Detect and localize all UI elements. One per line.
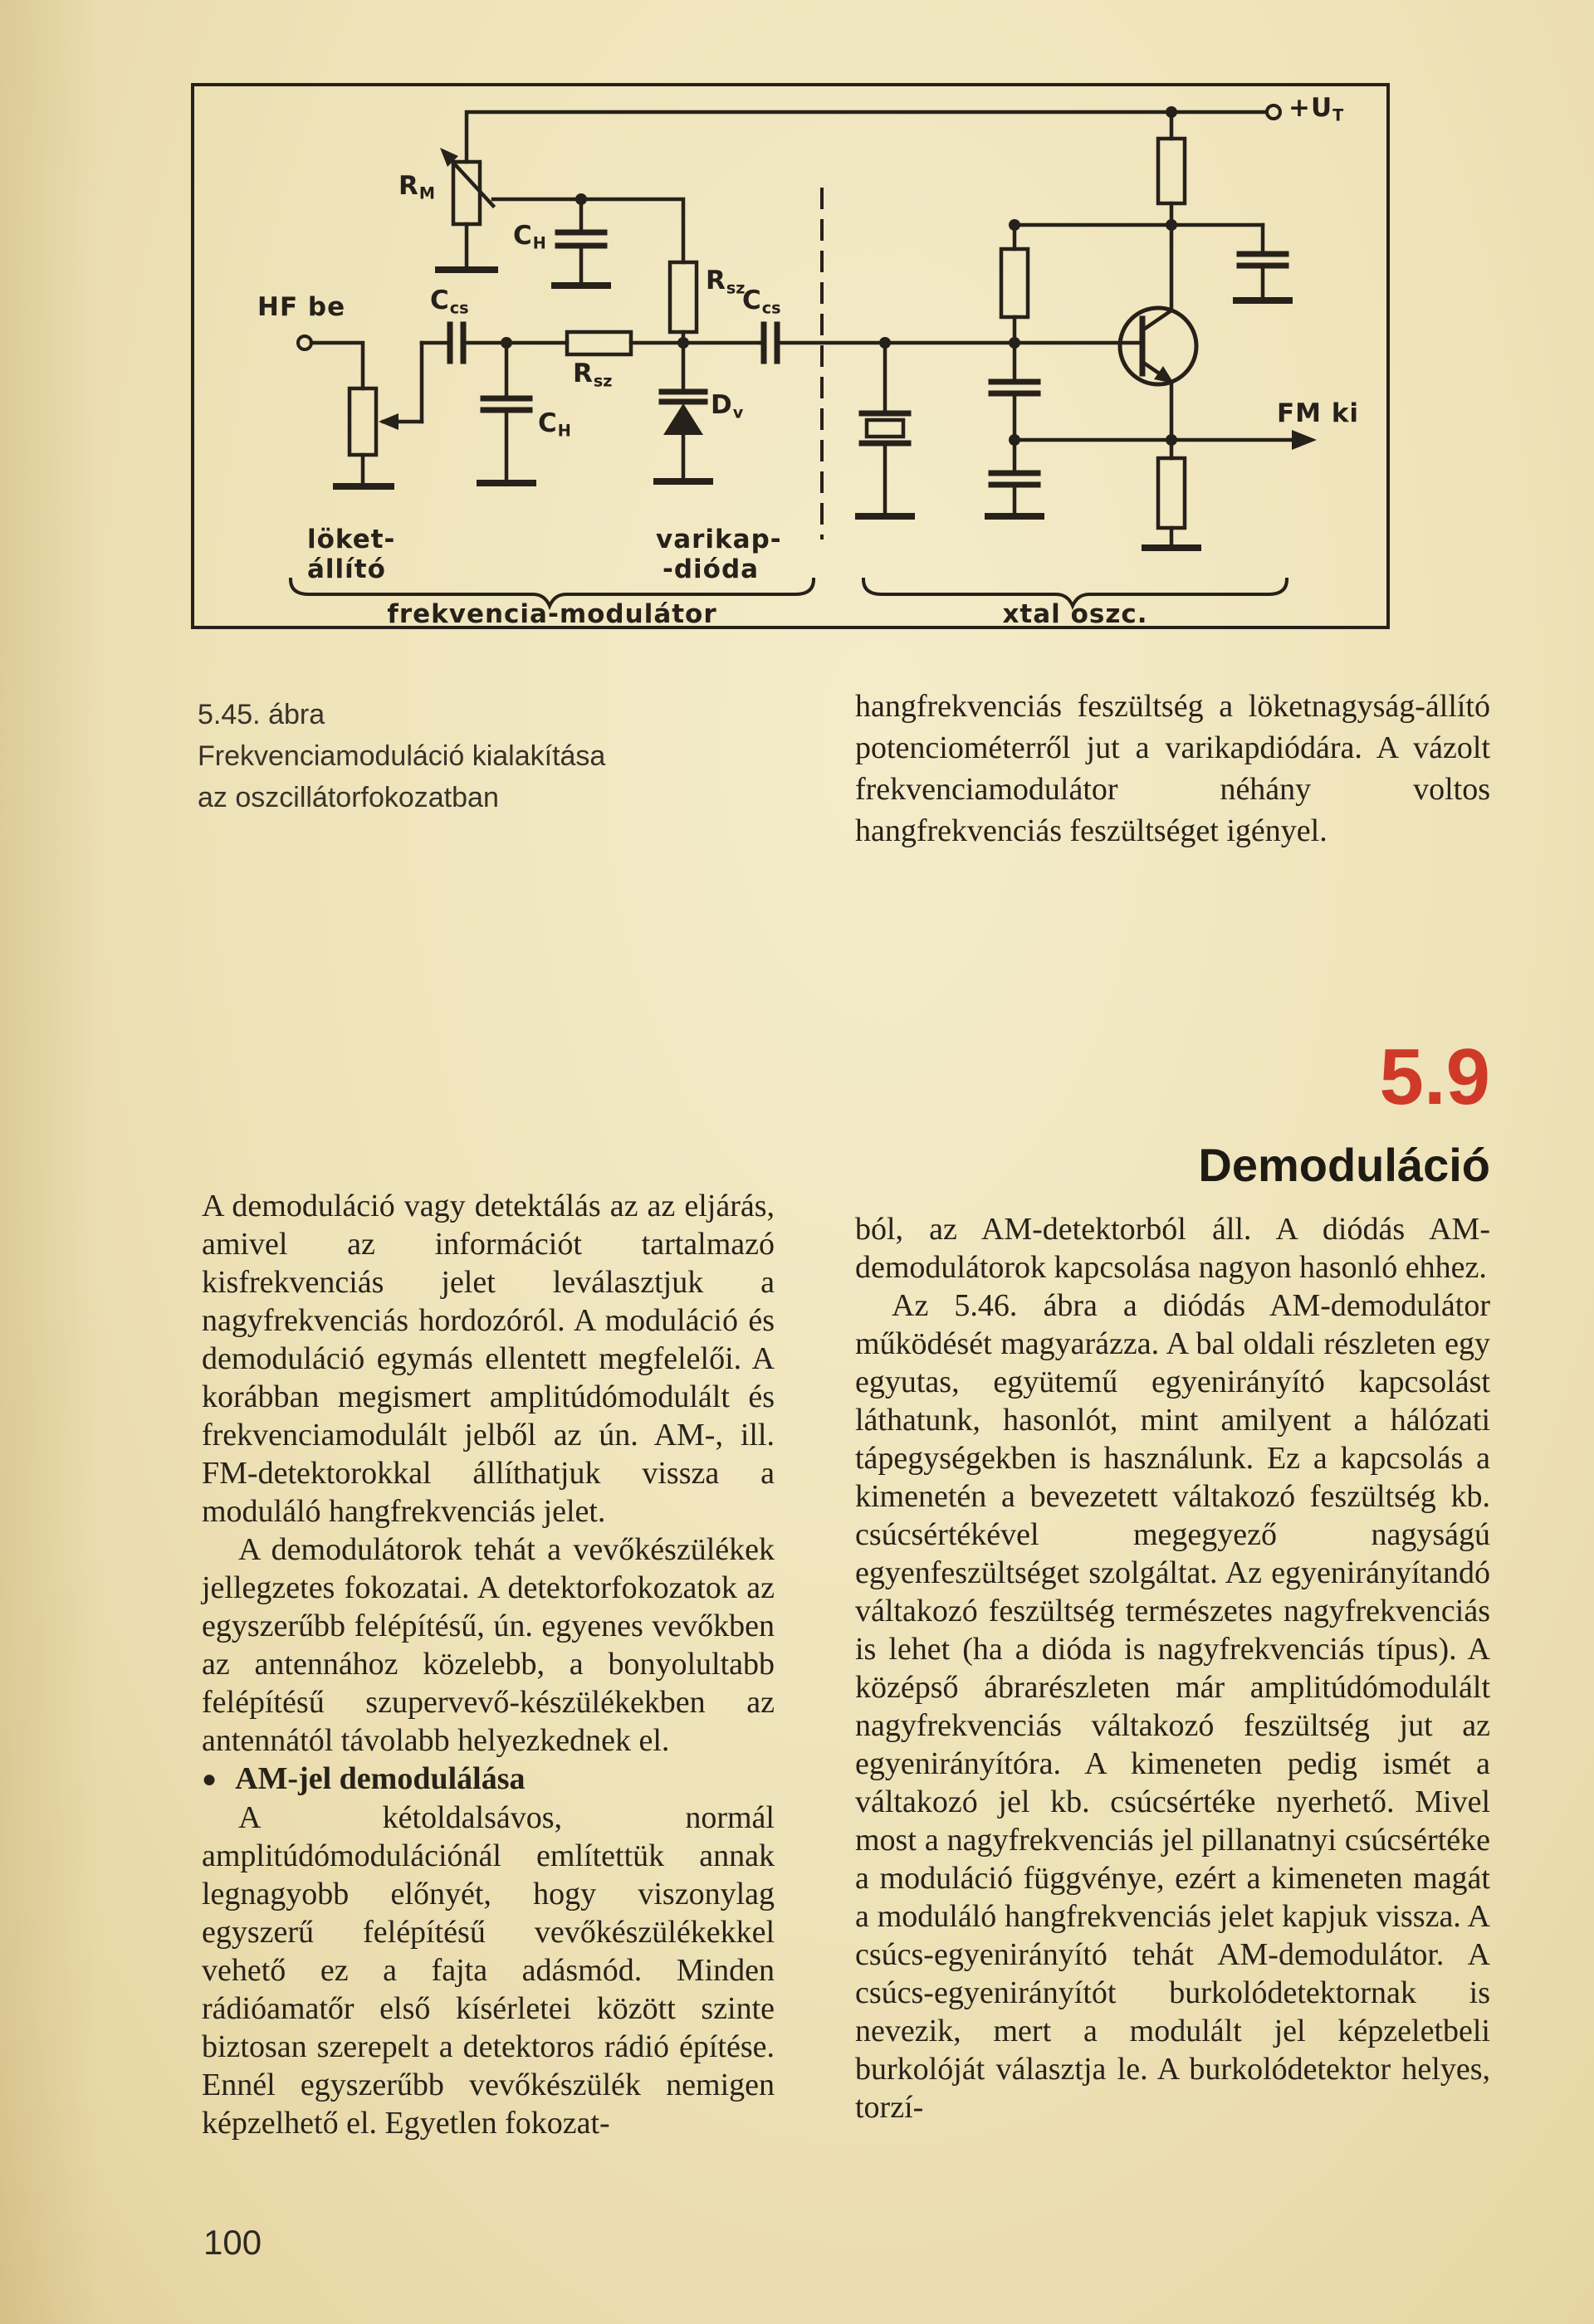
transistor-npn [1120, 225, 1196, 440]
subsection-heading-text: AM-jel demodulálása [235, 1761, 526, 1796]
label-rsz-series: $R_{sz}$ [573, 359, 613, 391]
figure-caption-text-2: az oszcillátorfokozatban [198, 782, 499, 813]
capacitor-bypass [1236, 225, 1289, 300]
resistor-rsz-series [567, 332, 760, 354]
emitter-network [1015, 430, 1317, 548]
label-ch-upper: $C_H$ [513, 221, 546, 253]
resistor-rsz-upper [581, 199, 697, 343]
paragraph: Az 5.46. ábra a diódás AM-demodulátor működését magyarázza. A bal oldali részleten egy egyutas, együtemű egyenirányító kapcsolást láthatunk, hasonlót, mint amilyent a hálózati tápegységekben is használunk. Ez a kapcsolás a kimenetén a bevezetett váltakozó feszültség kb. csúcsértékével megegyező nagyságú egyenfeszültséget szolgáltat. Az egyenirányítandó váltakozó feszültség természetes nagyfrekvenciás is lehet (ha a dióda is nagyfrekvenciás típus). A középső ábrarészleten már amplitúdómodulált nagyfrekvenciás váltakozó feszültség jut az egyenirányítóra. A kimeneten pedig ismét a váltakozó jel kb. csúcsértéke nyerhető. Mivel most a nagyfrekvenciás jel pillanatnyi csúcsértéke a moduláció függvénye, ezért a kimeneten magát a moduláló hangfrekvenciás jelet kapjuk vissza. A csúcs-egyenirányító tehát AM-demodulátor. A csúcs-egyenirányítót burkolódetektornak is nevezik, mert a modulált jel képzeletbeli burkolóját választja le. A burkolódetektor helyes, torzí- [855, 1288, 1490, 2125]
right-column-top-paragraph [855, 686, 1490, 852]
page-edge-shading [0, 0, 100, 2324]
label-ccs-left: $C_{cs}$ [430, 286, 469, 318]
left-column-body [202, 1187, 775, 2142]
page-number: 100 [203, 2223, 262, 2262]
right-column-body [855, 1210, 1490, 2126]
subsection-heading [202, 1760, 775, 1799]
capacitor-ch-lower [480, 337, 533, 483]
capacitor-ccs-left [422, 325, 567, 361]
capacitor-ch-upper [555, 193, 608, 286]
label-rm: $R_M$ [398, 171, 435, 203]
label-hf-input: HF be [257, 292, 346, 322]
label-xtal-oscillator: xtal oszc. [1002, 599, 1148, 629]
label-pot-line2: állító [307, 554, 386, 584]
paragraph: ból, az AM-detektorból áll. A diódás AM-demodulátorok kapcsolása nagyon hasonló ehhez. [855, 1212, 1490, 1285]
section-number: 5.9 [1379, 1033, 1490, 1121]
label-pot-line1: löket- [307, 525, 396, 554]
paragraph: A kétoldalsávos, normál amplitúdómodulációnál említettük annak legnagyobb előnyét, hogy viszonylag egyszerű felépítésű vevőkészülékekkel vehető ez a fajta adásmód. Minden rádióamatőr első kísérletei között szinte biztosan szerepelt a detektoros rádió építése. Ennél egyszerűbb vevőkészülék nemigen képzelhető el. Egyetlen fokozat- [202, 1800, 775, 2141]
resistor-collector [1158, 106, 1185, 231]
potentiometer-deviation [336, 343, 422, 486]
section-heading [855, 1033, 1490, 1191]
quartz-crystal [858, 337, 912, 516]
label-dv: $D_v$ [711, 390, 744, 422]
paragraph: A demodulátorok tehát a vevőkészülékek jellegzetes fokozatai. A detektorfokozatok az egyszerűbb felépítésű, ún. egyenes vevőkben az antennához közelebb, a bonyolultabb felépítésű szupervevő-készülékekben az antennától távolabb helyezkednek el. [202, 1532, 775, 1758]
hf-input-terminal [298, 336, 363, 388]
label-fm-output: FM ki [1277, 398, 1360, 428]
label-varicap-line1: varikap- [656, 525, 782, 554]
figure-caption [198, 694, 696, 818]
label-varicap-line2: -dióda [663, 554, 760, 584]
label-ccs-right: $C_{cs}$ [742, 286, 781, 318]
figure-caption-number: 5.45. ábra [198, 699, 325, 730]
feedback-capacitors [988, 343, 1041, 516]
potentiometer-rm [438, 148, 581, 270]
figure-caption-text-1: Frekvenciamoduláció kialakítása [198, 740, 606, 772]
label-frequency-modulator: frekvencia-modulátor [387, 599, 717, 629]
resistor-base-bias [1001, 219, 1028, 349]
varicap-diode-dv [657, 337, 710, 481]
section-title: Demoduláció [1198, 1139, 1490, 1191]
label-supply-ut: $+U_T$ [1288, 93, 1344, 125]
paragraph: A demoduláció vagy detektálás az az eljárás, amivel az információt tartalmazó kisfrekvenciás jelet leválasztjuk a nagyfrekvenciás hordozóról. A moduláció és demoduláció egymás ellentett megfelelői. A korábban megismert amplitúdómodulált és frekvenciamodulált jelből az ún. AM-, ill. FM-detektorokkal állíthatjuk vissza a moduláló hangfrekvenciás jelet. [202, 1189, 775, 1529]
paragraph: hangfrekvenciás feszültség a löketnagyság-állító potenciométerről jut a varikapdiódára. A vázolt frekvenciamodulátor néhány voltos hangfrekvenciás feszültséget igényel. [855, 689, 1490, 848]
label-rsz-upper: $R_{sz}$ [706, 266, 746, 298]
bullet-icon: ● [202, 1765, 218, 1793]
label-ch-lower: $C_H$ [538, 408, 571, 441]
figure-circuit-diagram [158, 83, 1386, 627]
